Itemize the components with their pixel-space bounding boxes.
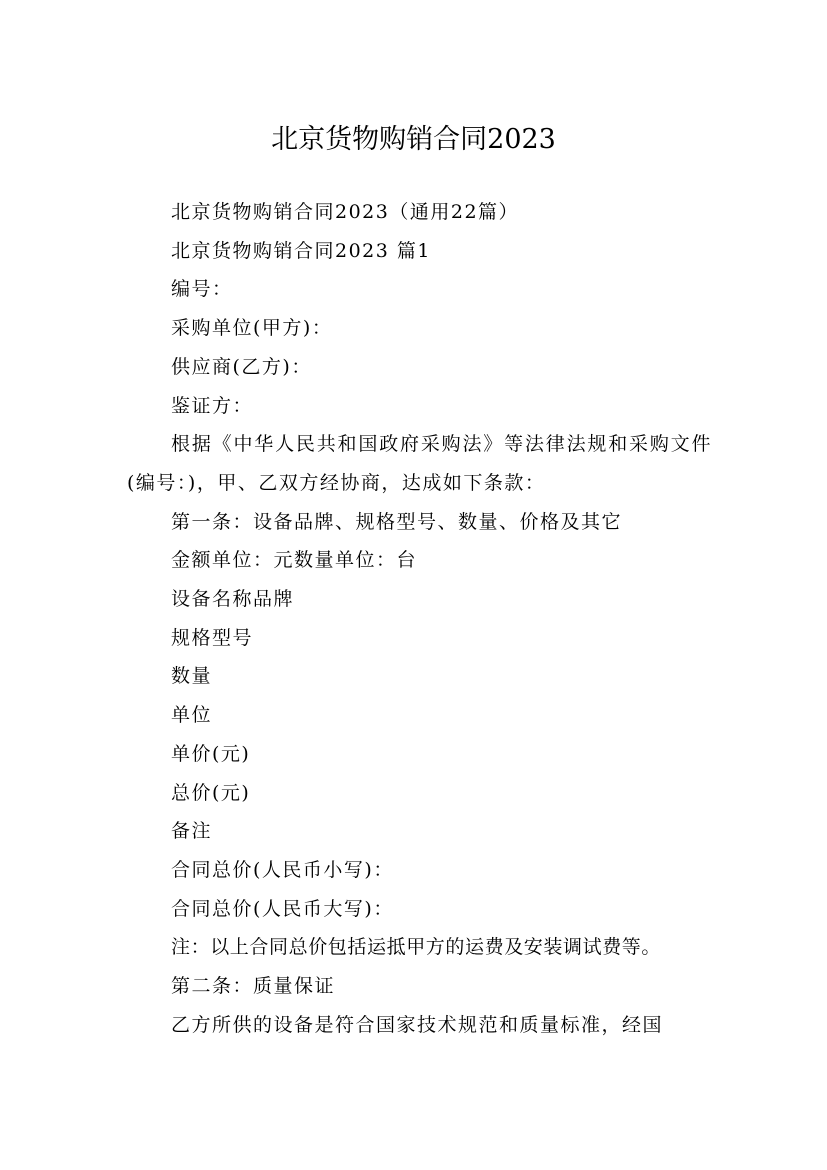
paragraph: 第一条：设备品牌、规格型号、数量、价格及其它 — [171, 510, 623, 533]
paragraph: 北京货物购销合同2023 篇1 — [171, 239, 431, 262]
paragraph: 备注 — [171, 820, 213, 843]
paragraph: 数量 — [171, 665, 213, 688]
paragraph: 供应商(乙方)： — [171, 355, 312, 378]
paragraph: 编号： — [171, 278, 233, 301]
paragraph: 总价(元) — [171, 781, 251, 804]
paragraph: 合同总价(人民币小写)： — [171, 858, 394, 881]
paragraph: 设备名称品牌 — [171, 588, 295, 611]
paragraph: 乙方所供的设备是符合国家技术规范和质量标准，经国 — [171, 1013, 664, 1036]
paragraph: 第二条：质量保证 — [171, 975, 336, 998]
paragraph: 规格型号 — [171, 626, 254, 649]
paragraph: 金额单位：元数量单位：台 — [171, 549, 418, 572]
document-body — [127, 193, 712, 1044]
paragraph: 注：以上合同总价包括运抵甲方的运费及安装调试费等。 — [171, 936, 662, 959]
document-title: 北京货物购销合同2023 — [271, 124, 556, 156]
paragraph: 单位 — [171, 704, 213, 727]
paragraph: 北京货物购销合同2023（通用22篇） — [171, 201, 520, 223]
paragraph: 根据《中华人民共和国政府采购法》等法律法规和采购文件(编号：)，甲、乙双方经协商，达成如下条款： — [127, 433, 712, 494]
paragraph: 鉴证方： — [171, 394, 254, 417]
paragraph: 单价(元) — [171, 742, 251, 765]
paragraph: 合同总价(人民币大写)： — [171, 897, 394, 920]
paragraph: 采购单位(甲方)： — [171, 317, 333, 340]
